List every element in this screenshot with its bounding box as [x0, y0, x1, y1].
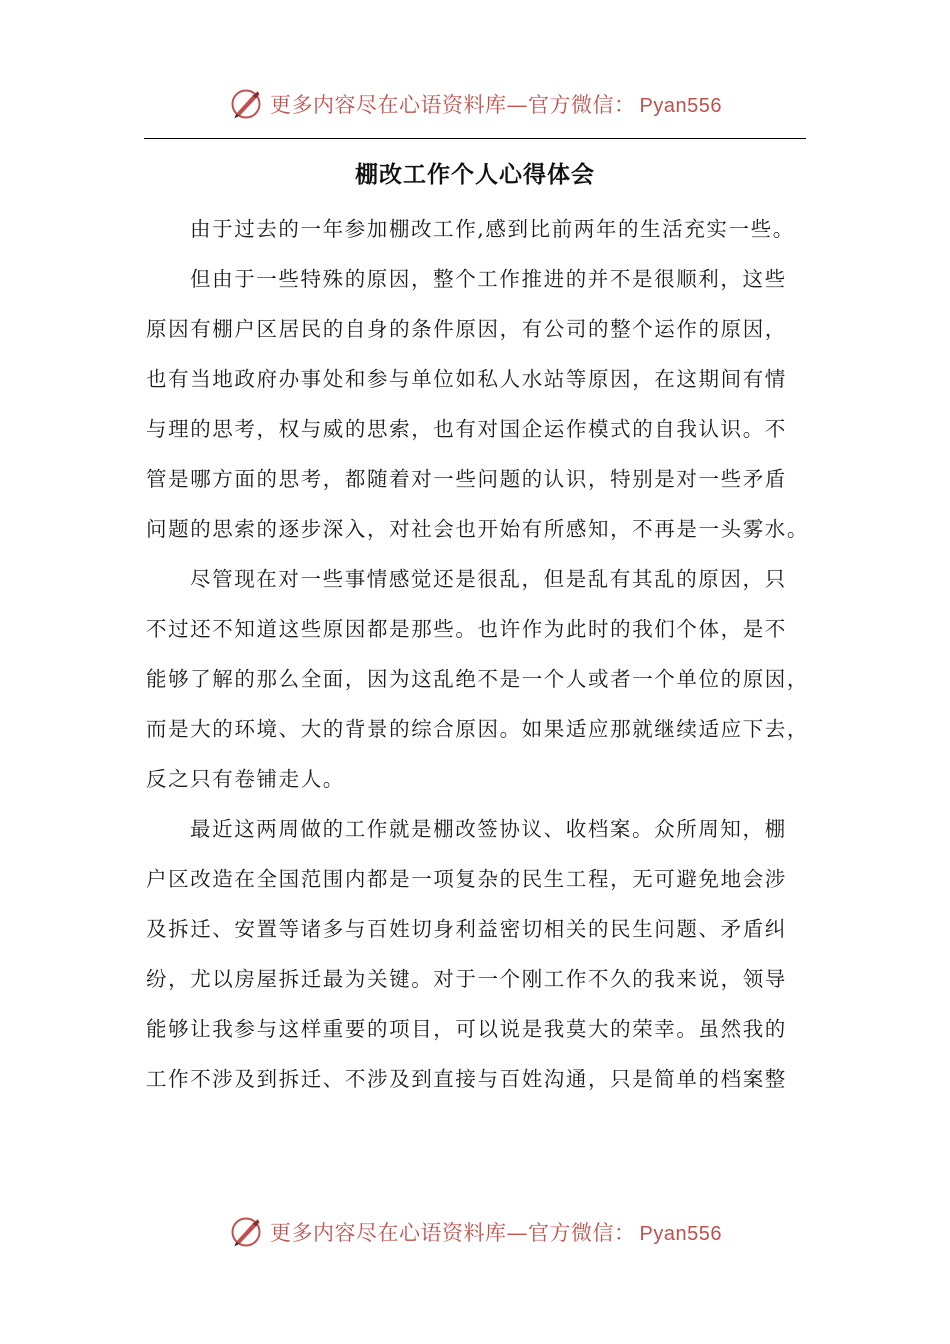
document-body	[146, 204, 808, 1104]
text-line: 而是大的环境、大的背景的综合原因。如果适应那就继续适应下去，	[146, 717, 809, 741]
text-line: 不过还不知道这些原因都是那些。也许作为此时的我们个体，是不	[146, 617, 787, 641]
pen-logo-icon	[228, 86, 264, 122]
text-line: 与理的思考，权与威的思索，也有对国企运作模式的自我认识。不	[146, 417, 787, 441]
header-banner	[0, 82, 950, 126]
footer-banner	[0, 1210, 950, 1254]
text-line: 管是哪方面的思考，都随着对一些问题的认识，特别是对一些矛盾	[146, 467, 787, 491]
footer-banner-dash: —	[506, 1221, 529, 1245]
text-line: 也有当地政府办事处和参与单位如私人水站等原因，在这期间有情	[146, 367, 787, 391]
text-line: 由于过去的一年参加棚改工作,感到比前两年的生活充实一些。	[190, 217, 795, 241]
text-line: 能够了解的那么全面，因为这乱绝不是一个人或者一个单位的原因，	[146, 667, 809, 691]
header-banner-text	[270, 89, 722, 119]
header-wechat-label: 官方微信：	[528, 93, 636, 117]
text-line: 及拆迁、安置等诸多与百姓切身利益密切相关的民生问题、矛盾纠	[146, 917, 787, 941]
text-line: 最近这两周做的工作就是棚改签协议、收档案。众所周知，棚	[190, 817, 787, 841]
header-banner-main: 更多内容尽在心语资料库	[270, 93, 507, 117]
text-line: 但由于一些特殊的原因，整个工作推进的并不是很顺利，这些	[190, 267, 787, 291]
document-title: 棚改工作个人心得体会	[355, 162, 595, 188]
text-line: 反之只有卷铺走人。	[146, 767, 345, 791]
header-banner-dash: —	[506, 93, 529, 117]
text-line: 原因有棚户区居民的自身的条件原因，有公司的整个运作的原因，	[146, 317, 787, 341]
text-line: 工作不涉及到拆迁、不涉及到直接与百姓沟通，只是简单的档案整	[146, 1067, 787, 1091]
header-divider	[144, 138, 806, 139]
text-line: 问题的思索的逐步深入，对社会也开始有所感知，不再是一头雾水。	[146, 517, 809, 541]
header-wechat-id: Pyan556	[639, 95, 722, 117]
footer-banner-text	[270, 1217, 722, 1247]
footer-wechat-id: Pyan556	[639, 1223, 722, 1245]
footer-banner-main: 更多内容尽在心语资料库	[270, 1221, 507, 1245]
pen-logo-icon	[228, 1214, 264, 1250]
text-line: 纷，尤以房屋拆迁最为关键。对于一个刚工作不久的我来说，领导	[146, 967, 787, 991]
text-line: 户区改造在全国范围内都是一项复杂的民生工程，无可避免地会涉	[146, 867, 787, 891]
text-line: 能够让我参与这样重要的项目，可以说是我莫大的荣幸。虽然我的	[146, 1017, 787, 1041]
footer-wechat-label: 官方微信：	[528, 1221, 636, 1245]
text-line: 尽管现在对一些事情感觉还是很乱，但是乱有其乱的原因，只	[190, 567, 787, 591]
